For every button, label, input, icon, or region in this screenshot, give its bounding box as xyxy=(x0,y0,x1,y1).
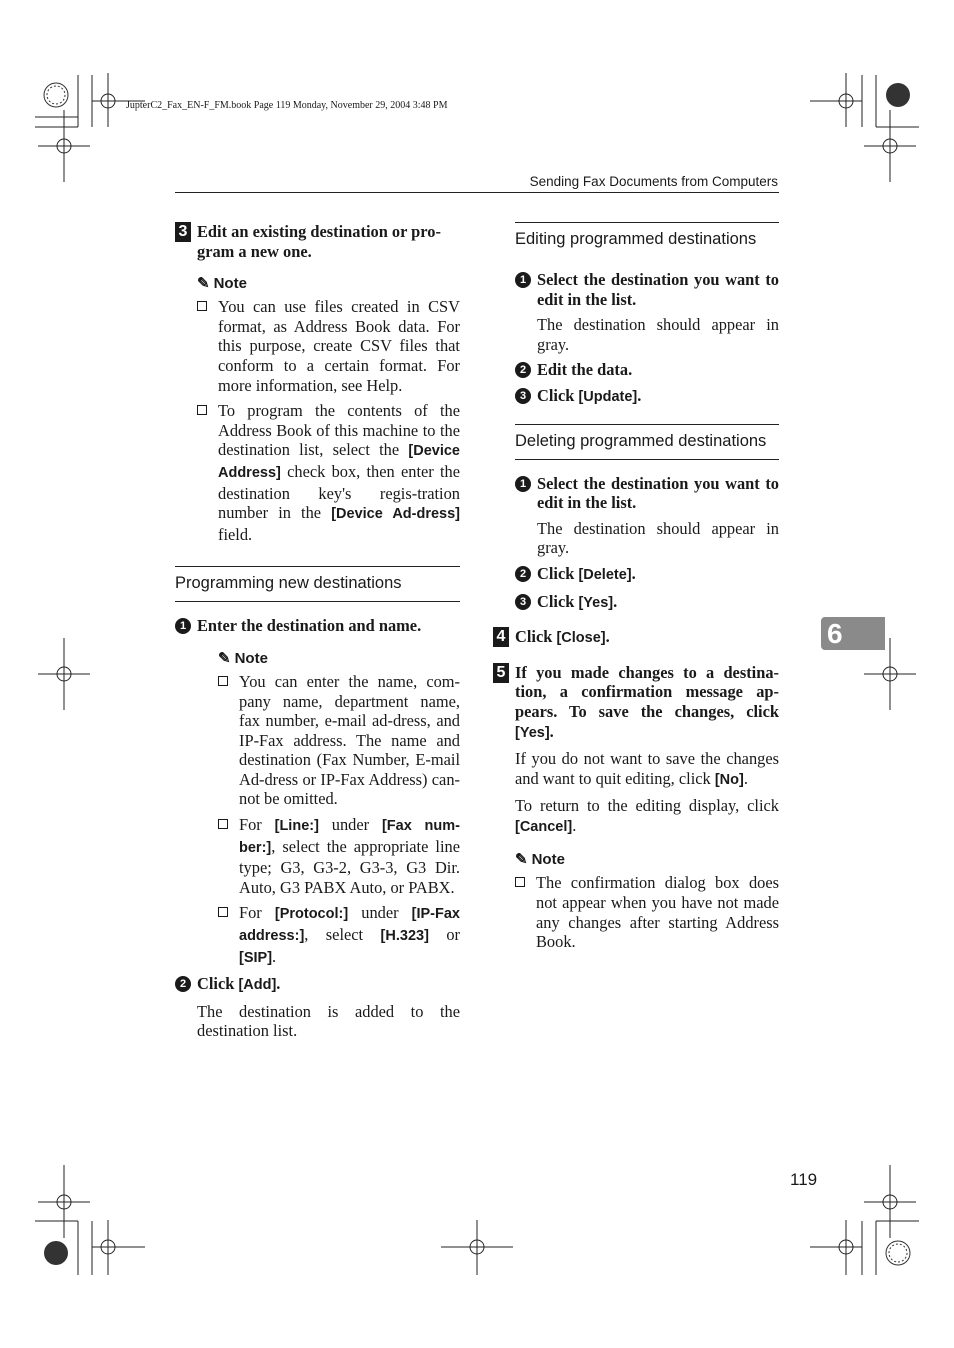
checkbox-bullet-icon xyxy=(218,819,228,829)
step-text: If you made changes to a destina-tion, a confirmation message ap-pears. To save the changes, click xyxy=(515,662,779,721)
substep-text: . xyxy=(613,591,618,611)
step-3 xyxy=(175,222,460,261)
step-number-badge: 5 xyxy=(493,663,509,683)
note-text: You can use files created in CSV format, as Address Book data. For this purpose, create CSV files that conform to a certain format. For more information, see Help. xyxy=(218,297,460,395)
note-item xyxy=(175,401,460,544)
note-text: For xyxy=(239,903,275,923)
note-text: or xyxy=(428,925,460,945)
checkbox-bullet-icon xyxy=(515,877,525,887)
substep-number: 1 xyxy=(515,272,531,288)
ui-label: [No] xyxy=(714,771,744,788)
ui-label: [Line:] xyxy=(274,818,319,835)
section-heading: Editing programmed destinations xyxy=(515,222,779,256)
ui-label: [Cancel] xyxy=(515,818,573,835)
note-text: field. xyxy=(218,524,253,544)
substep-text: Click xyxy=(537,591,579,611)
substep xyxy=(175,974,460,996)
body-text-run: . xyxy=(572,815,577,835)
note-item xyxy=(196,903,460,968)
note-item xyxy=(493,873,779,951)
step-4 xyxy=(493,627,779,649)
substep-text: . xyxy=(276,974,281,994)
body-text: The destination is added to the destination list. xyxy=(197,1001,460,1041)
note-block xyxy=(175,275,460,544)
ui-label: [Device Address] xyxy=(218,443,460,481)
substep-text: Select the destination you want to edit in the list. xyxy=(537,473,779,513)
substep-number: 1 xyxy=(515,476,531,492)
ui-label: [Add] xyxy=(238,977,277,994)
note-text: . xyxy=(272,946,277,966)
pencil-note-icon: ✎ xyxy=(218,649,231,667)
note-text: To program the contents of the Address Book of this machine to the destination list, select the xyxy=(218,401,460,460)
left-column xyxy=(175,222,460,1047)
body-text xyxy=(515,796,779,837)
checkbox-bullet-icon xyxy=(218,907,228,917)
ui-label: [Update] xyxy=(578,388,638,405)
note-text: check box, then enter the destination key's regis-tration number in the xyxy=(218,461,460,523)
body-text-run: To return to the editing display, click xyxy=(515,796,779,816)
section-heading: Deleting programmed destinations xyxy=(515,424,779,460)
step-number-badge: 4 xyxy=(493,627,509,647)
step-text: . xyxy=(605,627,610,647)
note-heading-text: Note xyxy=(531,851,565,869)
note-text: You can enter the name, com-pany name, department name, fax number, e-mail ad-dress, and IP-Fax address. The name and destination (Fax Number, E-mail Ad-dress or IP-Fax Address) can-not be omitted. xyxy=(239,671,460,809)
body-text-run: . xyxy=(743,768,748,788)
note-block xyxy=(196,650,460,968)
substep-text: Select the destination you want to edit in the list. xyxy=(537,270,779,309)
substep-text: Click xyxy=(197,974,239,994)
print-slug: JupterC2_Fax_EN-F_FM.book Page 119 Monday, November 29, 2004 3:48 PM xyxy=(126,100,448,111)
ui-label: [Device Ad-dress] xyxy=(331,506,460,523)
note-item xyxy=(175,297,460,395)
step-text: . xyxy=(549,721,554,741)
ui-label: [Delete] xyxy=(578,566,632,583)
header-rule xyxy=(175,192,779,193)
substep-text: . xyxy=(631,563,636,583)
note-heading xyxy=(196,650,460,668)
ui-label: [Yes] xyxy=(515,724,550,741)
step-5 xyxy=(493,663,779,743)
note-block xyxy=(493,851,779,951)
ui-label: [IP-Fax address:] xyxy=(239,906,460,945)
substep-text: . xyxy=(637,385,642,405)
substep xyxy=(515,386,779,408)
body-text: The destination should appear in gray. xyxy=(537,518,779,558)
checkbox-bullet-icon xyxy=(197,301,207,311)
substep xyxy=(515,592,779,614)
substep-text: Edit the data. xyxy=(537,360,633,380)
note-text: , select xyxy=(304,925,381,945)
note-heading-text: Note xyxy=(234,649,268,667)
body-text-run: If you do not want to save the changes and want to quit editing, click xyxy=(515,749,779,788)
body-text xyxy=(515,749,779,790)
substep xyxy=(515,564,779,586)
running-header: Sending Fax Documents from Computers xyxy=(529,174,778,189)
note-item xyxy=(196,815,460,897)
substep xyxy=(515,270,779,309)
substep xyxy=(175,616,460,636)
step-text: Edit an existing destination or pro-gram a new one. xyxy=(197,222,441,261)
ui-label: [Close] xyxy=(556,630,606,647)
step-text: Click xyxy=(515,627,557,647)
checkbox-bullet-icon xyxy=(218,676,228,686)
page-number: 119 xyxy=(790,1170,818,1189)
substep xyxy=(515,360,779,380)
pencil-note-icon: ✎ xyxy=(515,851,528,869)
pencil-note-icon: ✎ xyxy=(197,275,210,293)
substep xyxy=(515,474,779,513)
substep-number: 2 xyxy=(515,362,531,378)
note-text: under xyxy=(318,815,382,835)
ui-label: [Protocol:] xyxy=(274,906,349,923)
registration-mark-icon xyxy=(44,83,910,1265)
note-heading-text: Note xyxy=(213,275,247,293)
substep-number: 2 xyxy=(175,976,191,992)
substep-number: 1 xyxy=(175,618,191,634)
ui-label: [SIP] xyxy=(239,949,273,966)
note-heading xyxy=(493,851,779,869)
right-column xyxy=(496,222,779,958)
section-heading: Programming new destinations xyxy=(175,566,460,602)
substep-number: 2 xyxy=(515,566,531,582)
substep-number: 3 xyxy=(515,388,531,404)
substep-text: Click xyxy=(537,563,579,583)
substep-number: 3 xyxy=(515,594,531,610)
note-item xyxy=(196,672,460,809)
note-text: The confirmation dialog box does not appear when you have not made any changes after starting Address Book. xyxy=(536,873,779,952)
substep-text: Enter the destination and name. xyxy=(197,616,422,636)
note-text: under xyxy=(348,903,412,923)
note-heading xyxy=(175,275,460,293)
checkbox-bullet-icon xyxy=(197,405,207,415)
note-text: , select the appropriate line type; G3, G3-2, G3-3, G3 Dir. Auto, G3 PABX Auto, or PABX. xyxy=(239,836,460,897)
chapter-tab: 6 xyxy=(821,617,885,650)
ui-label: [Yes] xyxy=(578,594,614,611)
body-text: The destination should appear in gray. xyxy=(537,315,779,354)
ui-label: [Fax num-ber:] xyxy=(239,818,460,856)
step-number-badge: 3 xyxy=(175,222,191,242)
substep-text: Click xyxy=(537,385,579,405)
ui-label: [H.323] xyxy=(380,928,429,945)
note-text: For xyxy=(239,815,275,835)
